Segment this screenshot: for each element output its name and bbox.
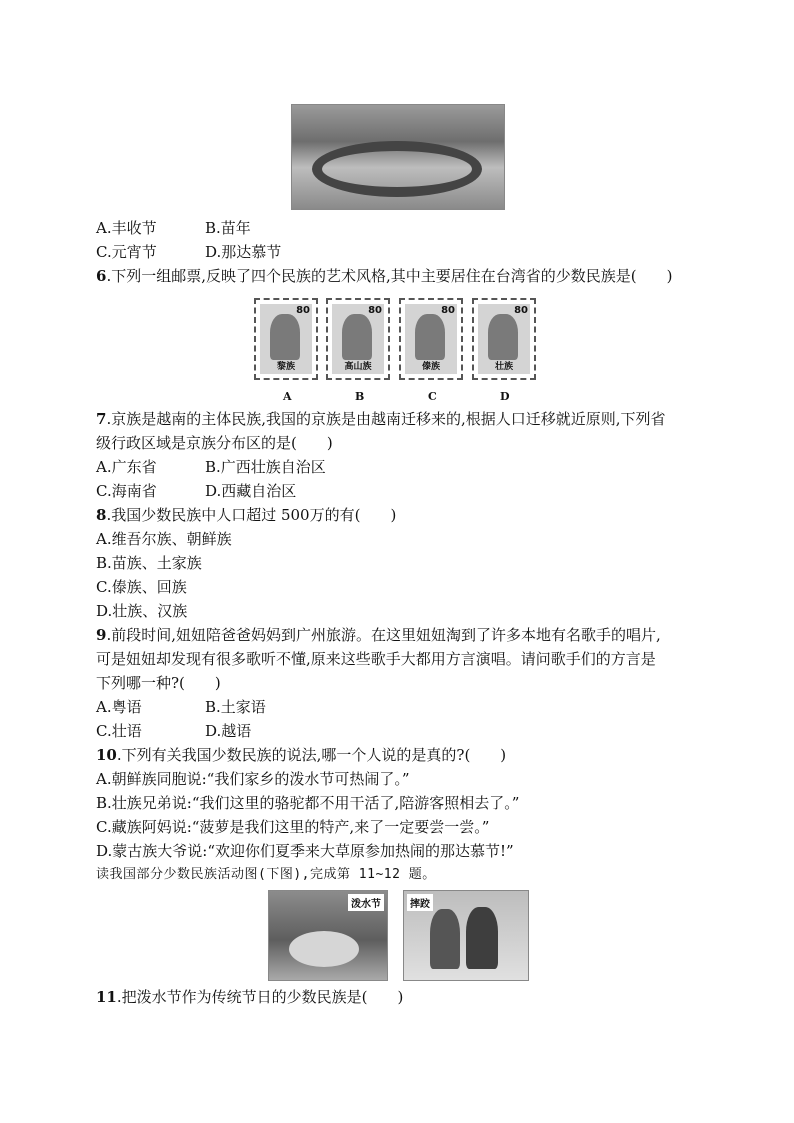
stamp-c	[399, 298, 463, 380]
stamp-value: 80	[441, 305, 455, 316]
stamp-figure	[270, 314, 300, 360]
stamp-figure	[415, 314, 445, 360]
q11-stem: 11.把泼水节作为传统节日的少数民族是( )	[96, 988, 404, 1006]
stamp-value: 80	[514, 305, 528, 316]
q9-stem-line2: 可是妞妞却发现有很多歌听不懂,原来这些歌手大都用方言演唱。请问歌手们的方言是	[96, 650, 656, 668]
q5-option-c: C.元宵节	[96, 243, 157, 261]
q7-option-a: A.广东省	[96, 458, 157, 476]
stamp-b	[326, 298, 390, 380]
question-number: 11	[96, 988, 117, 1006]
stamp-value: 80	[296, 305, 310, 316]
q7-option-b: B.广西壮族自治区	[205, 458, 326, 476]
q8-option-c: C.傣族、回族	[96, 578, 187, 596]
q9-stem-line1: 9.前段时间,妞妞陪爸爸妈妈到广州旅游。在这里妞妞淘到了许多本地有名歌手的唱片,	[96, 626, 661, 644]
wrestling-photo	[403, 890, 529, 981]
question-number: 10	[96, 746, 117, 764]
q7-stem-line2: 级行政区域是京族分布区的是( )	[96, 434, 333, 452]
festival-photo	[291, 104, 505, 210]
stamp-name: 黎族	[276, 362, 295, 372]
q8-option-b: B.苗族、土家族	[96, 554, 202, 572]
stamp-label-b: B	[355, 390, 365, 403]
q10-stem: 10.下列有关我国少数民族的说法,哪一个人说的是真的?( )	[96, 746, 507, 764]
water-festival-tag: 泼水节	[348, 894, 384, 911]
stamp-figure	[342, 314, 372, 360]
section-intro: 读我国部分少数民族活动图(下图),完成第 11~12 题。	[96, 867, 436, 882]
q7-stem-line1: 7.京族是越南的主体民族,我国的京族是由越南迁移来的,根据人口迁移就近原则,下列省	[96, 410, 666, 428]
water-splash	[289, 931, 359, 967]
question-number: 9	[96, 626, 107, 644]
q9-stem-line3: 下列哪一种?( )	[96, 674, 221, 692]
wrestling-tag: 摔跤	[407, 894, 433, 911]
stamp-label-c: C	[428, 390, 437, 403]
q8-option-a: A.维吾尔族、朝鲜族	[96, 530, 232, 548]
stamp-figure	[488, 314, 518, 360]
q9-option-c: C.壮语	[96, 722, 142, 740]
water-festival-photo	[268, 890, 388, 981]
q9-option-a: A.粤语	[96, 698, 142, 716]
q7-option-d: D.西藏自治区	[205, 482, 297, 500]
q9-option-b: B.土家语	[205, 698, 266, 716]
festival-crowd-ring	[312, 141, 482, 197]
q10-option-c: C.藏族阿妈说:“菠萝是我们这里的特产,来了一定要尝一尝。”	[96, 818, 490, 836]
q10-option-b: B.壮族兄弟说:“我们这里的骆驼都不用干活了,陪游客照相去了。”	[96, 794, 520, 812]
stamp-a	[254, 298, 318, 380]
q10-option-d: D.蒙古族大爷说:“欢迎你们夏季来大草原参加热闹的那达慕节!”	[96, 842, 514, 860]
stamp-d	[472, 298, 536, 380]
question-number: 8	[96, 506, 107, 524]
question-number: 6	[96, 267, 107, 285]
q8-stem: 8.我国少数民族中人口超过 500万的有( )	[96, 506, 397, 524]
q6-stem: 6.下列一组邮票,反映了四个民族的艺术风格,其中主要居住在台湾省的少数民族是( )	[96, 267, 673, 285]
q9-option-d: D.越语	[205, 722, 252, 740]
q8-option-d: D.壮族、汉族	[96, 602, 188, 620]
stamp-name: 傣族	[421, 362, 440, 372]
stamp-name: 高山族	[344, 362, 372, 372]
q5-option-a: A.丰收节	[96, 219, 157, 237]
q5-option-b: B.苗年	[205, 219, 251, 237]
stamp-name: 壮族	[494, 362, 513, 372]
wrestler-right	[466, 907, 498, 969]
question-number: 7	[96, 410, 107, 428]
stamp-label-a: A	[283, 390, 292, 403]
stamp-label-d: D	[500, 390, 510, 403]
q7-option-c: C.海南省	[96, 482, 157, 500]
q10-option-a: A.朝鲜族同胞说:“我们家乡的泼水节可热闹了。”	[96, 770, 410, 788]
stamp-value: 80	[368, 305, 382, 316]
wrestler-left	[430, 909, 460, 969]
q5-option-d: D.那达慕节	[205, 243, 282, 261]
